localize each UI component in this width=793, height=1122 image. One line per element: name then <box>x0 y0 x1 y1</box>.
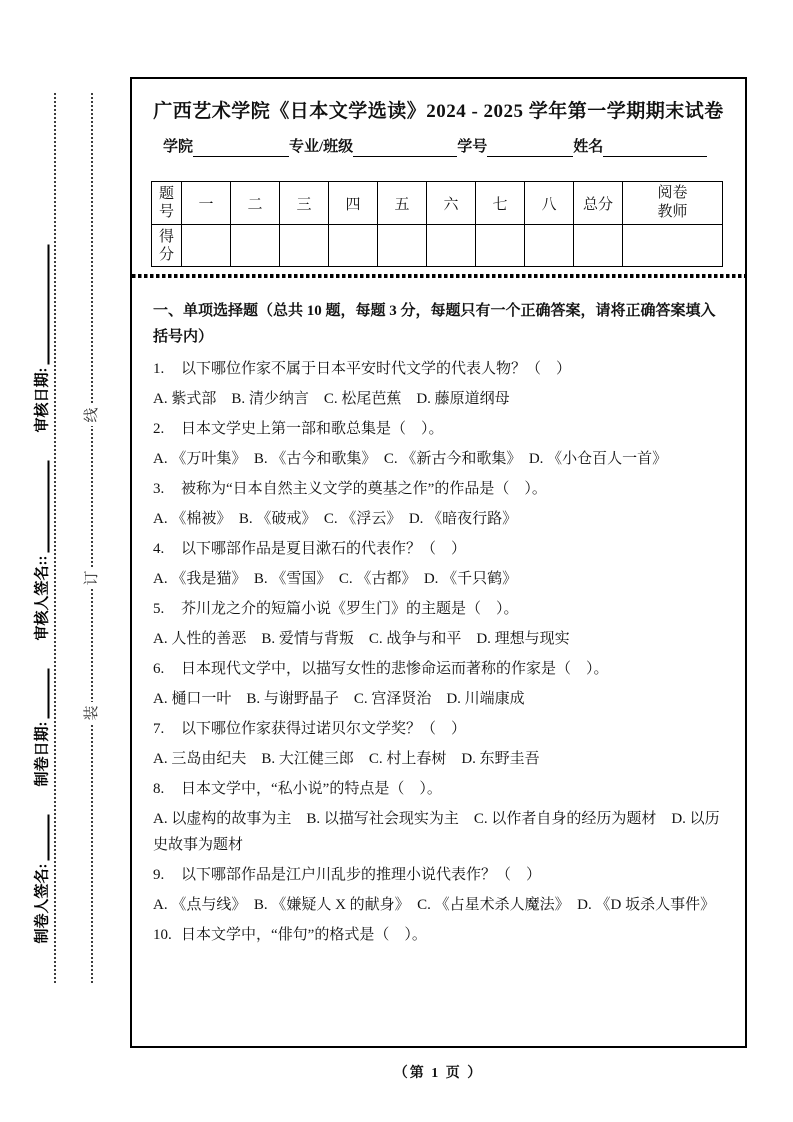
question-5-stem <box>153 596 723 622</box>
score-cell-empty <box>476 225 525 267</box>
question-9-options: A. 《点与线》 B. 《嫌疑人 X 的献身》 C. 《占星术杀人魔法》 D. 《D 坂杀人事件》 <box>153 897 716 913</box>
college-field-blank <box>193 141 289 157</box>
score-table-corner-label: 题号 <box>152 182 182 225</box>
exam-title: 广西艺术学院《日本文学选读》2024 - 2025 学年第一学期期末试卷 <box>153 101 724 122</box>
score-column-header-5: 五 <box>378 182 427 225</box>
question-10-number: 10. <box>153 927 172 943</box>
binding-char-bind: 装 <box>81 702 103 724</box>
paper-maker-signature-blank <box>48 815 50 861</box>
question-4-stem <box>153 536 723 562</box>
score-table-header-row <box>152 182 723 225</box>
review-date-label: 审核日期: <box>34 367 50 433</box>
binding-char-line: 线 <box>81 404 103 426</box>
paper-maker-signature-label: 制卷人签名: <box>34 863 50 944</box>
name-field-label: 姓名 <box>573 139 604 155</box>
question-4-number: 4. <box>153 541 165 557</box>
question-8-stem <box>153 776 723 802</box>
student-id-field-blank <box>487 141 573 157</box>
question-2-options: A. 《万叶集》 B. 《古今和歌集》 C. 《新古今和歌集》 D. 《小仓百人一首》 <box>153 451 668 467</box>
name-field-blank <box>603 141 707 157</box>
question-9-stem <box>153 862 723 888</box>
paper-maker-date-blank <box>48 669 50 719</box>
score-cell-empty <box>623 225 723 267</box>
score-column-header-3: 三 <box>280 182 329 225</box>
question-6-text: 日本现代文学中，以描写女性的悲惨命运而著称的作家是（ ）。 <box>181 661 609 677</box>
question-9-number: 9. <box>153 867 165 883</box>
question-2-text: 日本文学史上第一部和歌总集是（ ）。 <box>181 421 444 437</box>
score-cell-empty <box>427 225 476 267</box>
question-3-options: A. 《棉被》 B. 《破戒》 C. 《浮云》 D. 《暗夜行路》 <box>153 511 518 527</box>
score-cell-empty <box>329 225 378 267</box>
question-4-text: 以下哪部作品是夏目漱石的代表作？（ ） <box>181 541 467 557</box>
question-7-text: 以下哪位作家获得过诺贝尔文学奖？（ ） <box>181 721 467 737</box>
question-8-options: A. 以虚构的故事为主 B. 以描写社会现实为主 C. 以作者自身的经历为题材 D. 以历史故事为题材 <box>153 811 720 853</box>
binding-dotted-line-right <box>91 93 93 983</box>
score-column-header-6: 六 <box>427 182 476 225</box>
score-column-header-grader <box>623 182 723 225</box>
exam-paper-frame <box>130 77 747 1048</box>
page-number: （第 1 页 ） <box>393 1066 484 1081</box>
score-column-header-7: 七 <box>476 182 525 225</box>
binding-char-staple: 订 <box>81 567 103 589</box>
question-2-number: 2. <box>153 421 165 437</box>
score-cell-empty <box>231 225 280 267</box>
score-table <box>151 181 723 267</box>
reviewer-signature-label: 审核人签名:: <box>34 555 50 641</box>
margin-signature-fields <box>27 141 55 986</box>
major-class-field-blank <box>353 141 457 157</box>
score-column-header-4: 四 <box>329 182 378 225</box>
dotted-separator <box>132 274 745 278</box>
question-1-number: 1. <box>153 361 165 377</box>
questions-section <box>153 298 723 948</box>
question-1-stem <box>153 356 723 382</box>
question-1-text: 以下哪位作家不属于日本平安时代文学的代表人物？（ ） <box>181 361 572 377</box>
question-8-number: 8. <box>153 781 165 797</box>
score-cell-empty <box>574 225 623 267</box>
question-7-number: 7. <box>153 721 165 737</box>
question-3-stem <box>153 476 723 502</box>
grader-label-text: 阅卷教师 <box>657 185 688 220</box>
review-date-blank <box>48 245 50 365</box>
score-row-label: 得分 <box>152 225 182 267</box>
score-column-header-total: 总分 <box>574 182 623 225</box>
question-6-number: 6. <box>153 661 165 677</box>
question-7-stem <box>153 716 723 742</box>
question-3-text: 被称为“日本自然主义文学的奠基之作”的作品是（ ）。 <box>181 481 547 497</box>
question-2-stem <box>153 416 723 442</box>
question-10-text: 日本文学中，“俳句”的格式是（ ）。 <box>181 927 427 943</box>
question-4-options: A. 《我是猫》 B. 《雪国》 C. 《古都》 D. 《千只鹤》 <box>153 571 518 587</box>
question-9-text: 以下哪部作品是江户川乱步的推理小说代表作？（ ） <box>181 867 542 883</box>
question-1-options: A. 紫式部 B. 清少纳言 C. 松尾芭蕉 D. 藤原道纲母 <box>153 391 510 407</box>
question-5-text: 芥川龙之介的短篇小说《罗生门》的主题是（ ）。 <box>181 601 519 617</box>
paper-maker-date-label: 制卷日期: <box>34 721 50 787</box>
score-cell-empty <box>280 225 329 267</box>
score-column-header-2: 二 <box>231 182 280 225</box>
score-cell-empty <box>525 225 574 267</box>
score-column-header-8: 八 <box>525 182 574 225</box>
score-table-score-row <box>152 225 723 267</box>
question-10-stem <box>153 922 723 948</box>
question-5-number: 5. <box>153 601 165 617</box>
question-5-options: A. 人性的善恶 B. 爱情与背叛 C. 战争与和平 D. 理想与现实 <box>153 631 570 647</box>
score-cell-empty <box>378 225 427 267</box>
score-column-header-1: 一 <box>182 182 231 225</box>
score-cell-empty <box>182 225 231 267</box>
student-id-field-label: 学号 <box>457 139 488 155</box>
college-field-label: 学院 <box>163 139 194 155</box>
question-8-text: 日本文学中，“私小说”的特点是（ ）。 <box>181 781 442 797</box>
student-info-row <box>163 137 729 157</box>
question-6-stem <box>153 656 723 682</box>
section-heading: 一、单项选择题（总共 10 题，每题 3 分，每题只有一个正确答案，请将正确答案填入括号内） <box>153 303 716 345</box>
question-3-number: 3. <box>153 481 165 497</box>
question-7-options: A. 三岛由纪夫 B. 大江健三郎 C. 村上春树 D. 东野圭吾 <box>153 751 540 767</box>
major-class-field-label: 专业/班级 <box>289 139 354 155</box>
reviewer-signature-blank <box>48 461 50 553</box>
question-6-options: A. 樋口一叶 B. 与谢野晶子 C. 宫泽贤治 D. 川端康成 <box>153 691 525 707</box>
